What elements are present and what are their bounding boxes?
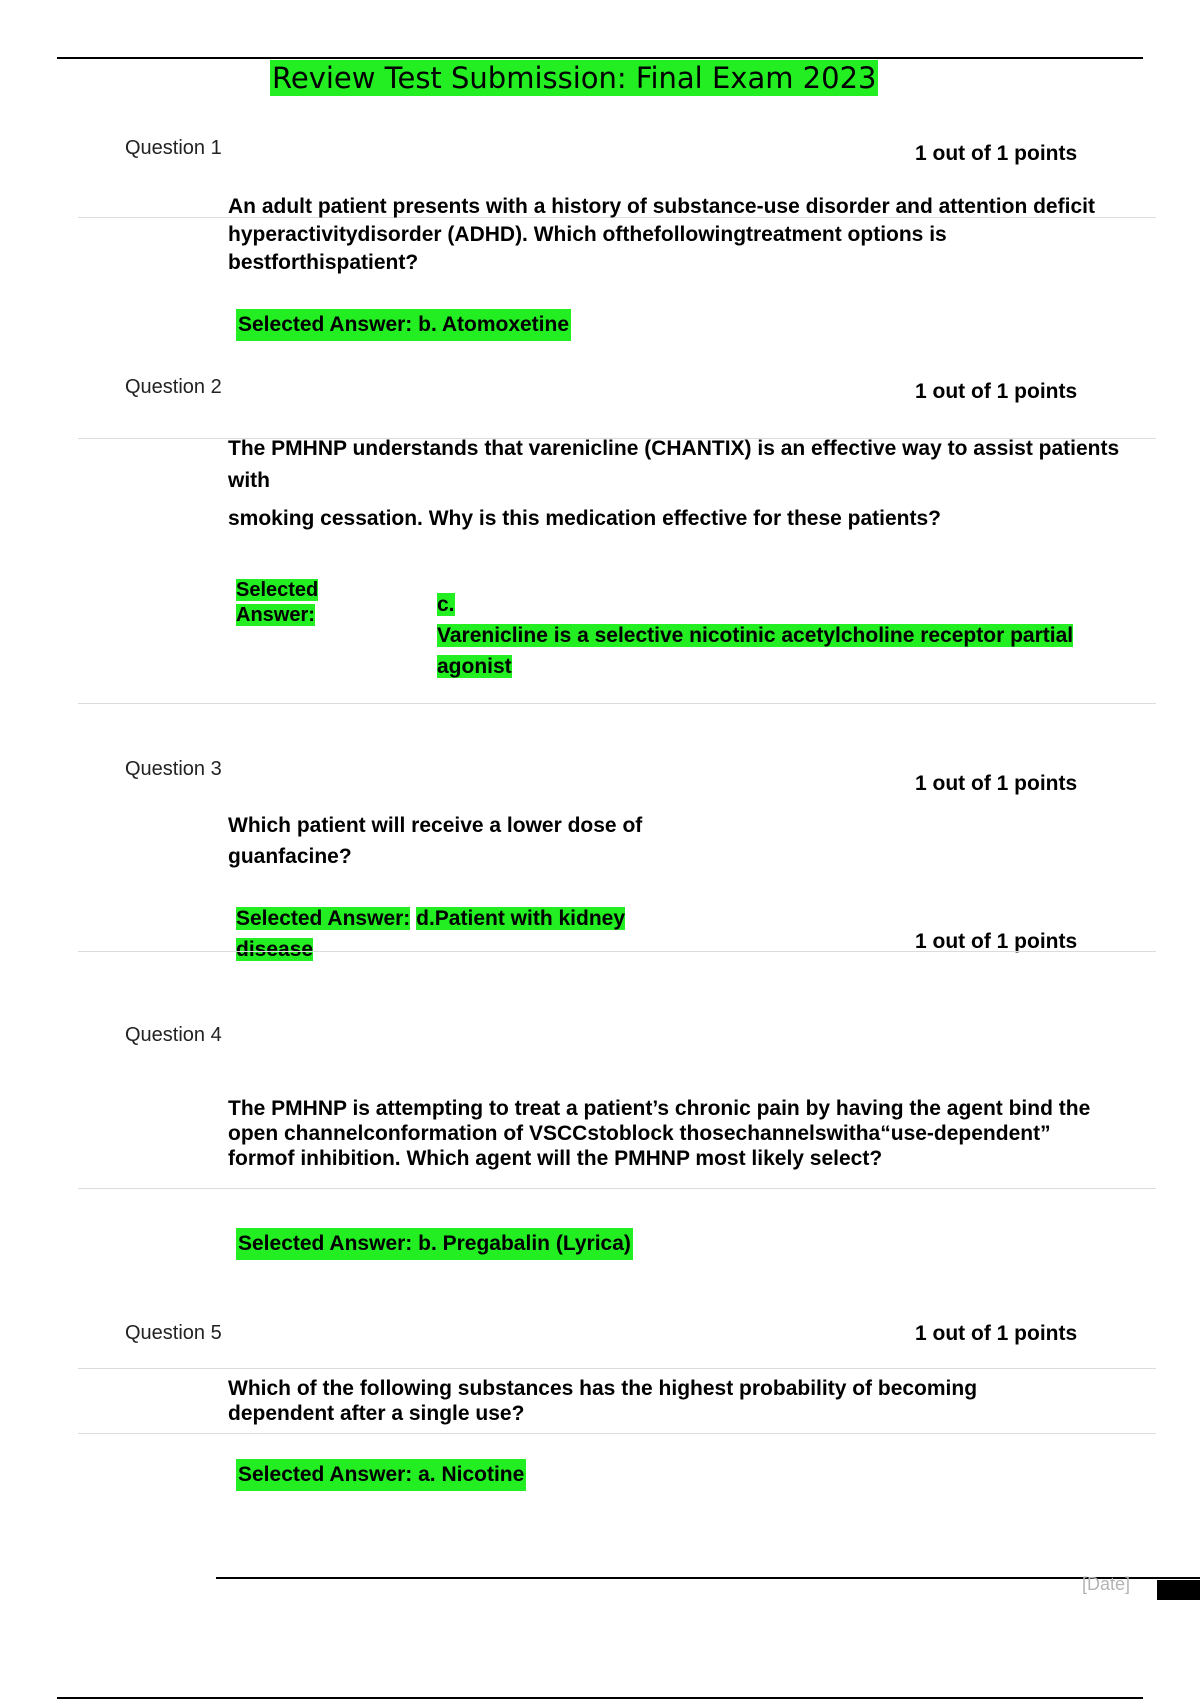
question-2-text-line1: The PMHNP understands that varenicline (CHANTIX) is an effective way to assist patients with	[228, 437, 1120, 492]
footer-rule	[216, 1577, 1200, 1579]
question-3-points: 1 out of 1 points	[915, 772, 1078, 795]
question-5-selected-answer: Selected Answer: a. Nicotine	[236, 1459, 526, 1491]
question-3-divider	[78, 951, 1156, 952]
question-2-text-line2: smoking cessation. Why is this medication effective for these patients?	[228, 507, 942, 530]
question-5-label: Question 5	[125, 1322, 222, 1344]
question-2-answer-label-line2: Answer:	[236, 604, 315, 626]
footer-date: [Date]	[1082, 1574, 1131, 1594]
question-3-text	[228, 810, 728, 872]
question-3-text-line2: guanfacine?	[228, 845, 352, 868]
question-5-end-divider	[78, 1433, 1156, 1434]
question-3-answer-text-line2: disease	[236, 938, 314, 961]
question-1-text: An adult patient presents with a history of substance-use disorder and attention deficit hyperactivitydisorder (ADHD). Which ofthefollowingtreatment options is bestforthispatient?	[228, 195, 1095, 274]
question-4-points: 1 out of 1 points	[915, 930, 1078, 953]
question-1-selected-answer: Selected Answer: b. Atomoxetine	[236, 309, 571, 341]
question-2-end-divider	[78, 703, 1156, 704]
question-2-answer-text-line2: agonist	[437, 655, 512, 678]
question-2-answer-text-line1: Varenicline is a selective nicotinic acetylcholine receptor partial	[437, 624, 1074, 647]
bottom-rule	[57, 1697, 1143, 1699]
question-4-selected-answer: Selected Answer: b. Pregabalin (Lyrica)	[236, 1228, 633, 1260]
question-2-label: Question 2	[125, 376, 222, 398]
question-3-selected-answer	[236, 903, 625, 965]
question-3-answer-label: Selected Answer:	[236, 907, 411, 930]
question-5-text: Which of the following substances has the highest probability of becoming dependent after a single use?	[228, 1377, 978, 1425]
question-2-answer-label-line1: Selected	[236, 579, 319, 601]
page-title: Review Test Submission: Final Exam 2023	[272, 61, 877, 95]
question-5-points: 1 out of 1 points	[915, 1322, 1078, 1345]
footer-block	[1157, 1580, 1200, 1600]
top-rule	[57, 57, 1143, 59]
question-5-divider	[78, 1368, 1156, 1369]
question-1-label: Question 1	[125, 137, 222, 159]
question-2-points: 1 out of 1 points	[915, 380, 1078, 403]
question-4-label: Question 4	[125, 1024, 222, 1046]
question-1-points: 1 out of 1 points	[915, 142, 1078, 165]
question-4-text: The PMHNP is attempting to treat a patient’s chronic pain by having the agent bind the open channelconformation of VSCCstoblock thosechannelswitha“use-dependent” formof inhibition. Which agent will the PMHNP most likely select?	[228, 1097, 1091, 1170]
question-4-divider	[78, 1188, 1156, 1189]
question-2-answer	[437, 589, 1073, 682]
question-3-label: Question 3	[125, 758, 222, 780]
question-3-answer-text-line1: d.Patient with kidney	[416, 907, 626, 930]
question-3-text-line1: Which patient will receive a lower dose of	[228, 814, 643, 837]
question-2-answer-label	[236, 578, 318, 628]
question-2-answer-letter: c.	[437, 593, 455, 616]
